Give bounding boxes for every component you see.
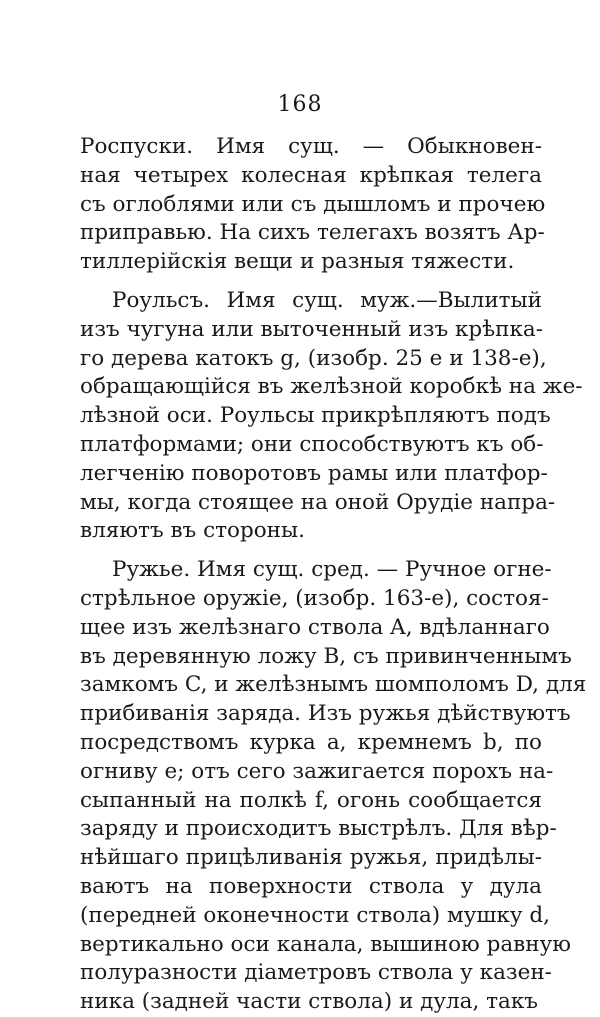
text-line: мы, когда стоящее на оной Орудiе напра-: [80, 489, 556, 515]
text-line: въ деревянную ложу B, съ привинченнымъ: [80, 643, 572, 669]
paragraph: [80, 133, 546, 277]
text-line: нѣйшаго прицѣливанiя ружья, придѣлы-: [80, 845, 542, 871]
text-line: обращающiйся въ желѣзной коробкѣ на же-: [80, 374, 583, 400]
paragraph-spacer: [80, 277, 542, 287]
text-line: заряду и происходитъ выстрѣлъ. Для вѣр-: [80, 816, 557, 842]
paragraph: [80, 287, 583, 546]
text-line: полуразности дiаметровъ ствола у казен-: [80, 960, 552, 986]
text-block: [80, 133, 587, 1017]
text-line: стрѣльное оружiе, (изобр. 163-е), состоя-: [80, 585, 549, 611]
text-line: Роульсъ. Имя сущ. муж.—Вылитый: [112, 287, 542, 313]
text-line: изъ чугуна или выточенный изъ крѣпка-: [80, 316, 543, 342]
paragraph: [80, 556, 587, 1017]
text-line: лѣзной оси. Роульсы прикрѣпляютъ подъ: [80, 403, 551, 429]
text-line: прибиванiя заряда. Изъ ружья дѣйствуютъ: [80, 701, 571, 727]
text-line: замкомъ C, и желѣзнымъ шомполомъ D, для: [80, 672, 587, 698]
text-line: тиллерiйскiя вещи и разныя тяжести.: [80, 249, 515, 275]
text-line: ника (задней части ствола) и дула, такъ: [80, 989, 538, 1015]
text-line: ная четырех колесная крѣпкая телега: [80, 162, 542, 188]
paragraph-spacer: [80, 546, 542, 556]
text-line: огниву e; отъ сего зажигается порохъ на-: [80, 758, 554, 784]
page-number: 168: [277, 92, 323, 117]
text-line: ваютъ на поверхности ствола у дула: [80, 873, 542, 899]
text-line: (передней оконечности ствола) мушку d,: [80, 902, 550, 928]
text-line: посредствомъ курка a, кремнемъ b, по: [80, 729, 542, 755]
text-line: Ружье. Имя сущ. сред. — Ручное огне-: [112, 557, 552, 583]
text-line: легченiю поворотовъ рамы или платфор-: [80, 460, 548, 486]
text-line: съ оглоблями или съ дышломъ и прочею: [80, 191, 546, 217]
text-line: вляютъ въ стороны.: [80, 518, 305, 544]
text-line: вертикально оси канала, вышиною равную: [80, 931, 571, 957]
text-line: платформами; они способствуютъ къ об-: [80, 431, 544, 457]
text-line: Роспуски. Имя сущ. — Обыкновен-: [80, 134, 542, 159]
text-line: щее изъ желѣзнаго ствола A, вдѣланнаго: [80, 614, 550, 640]
text-line: приправью. На сихъ телегахъ возятъ Ар-: [80, 220, 545, 246]
text-line: сыпанный на полкѣ f, огонь сообщается: [80, 787, 542, 813]
text-line: го дерева катокъ g, (изобр. 25 е и 138-е),: [80, 345, 547, 371]
